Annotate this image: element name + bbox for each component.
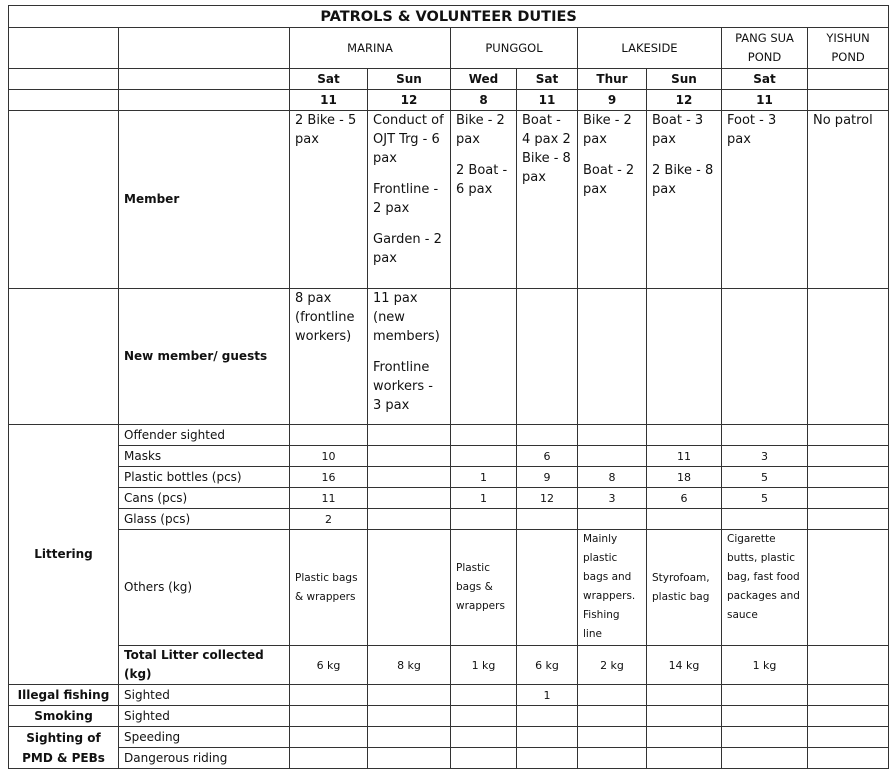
member-entry: Boat - 4 pax (522, 113, 561, 147)
pmd-value (722, 748, 808, 769)
littering-value (808, 446, 889, 467)
others-value: Plastic bags & wrappers (290, 530, 368, 646)
pmd-value (517, 748, 578, 769)
new-members-cell (517, 289, 578, 425)
littering-value: 16 (290, 467, 368, 488)
littering-value (578, 446, 647, 467)
date-cell: 12 (647, 90, 722, 111)
total-litter-value: 6 kg (517, 646, 578, 685)
littering-value (808, 488, 889, 509)
littering-row-label: Cans (pcs) (119, 488, 290, 509)
new-members-label: New member/ guests (119, 289, 290, 425)
littering-value (368, 425, 451, 446)
littering-value (722, 509, 808, 530)
member-cell (647, 111, 722, 289)
pmd-value (368, 727, 451, 748)
member-entry: Garden - 2 pax (373, 232, 442, 266)
member-entry: 2 Bike - 5 pax (295, 113, 357, 147)
illegal-fishing-label: Illegal fishing (9, 685, 119, 706)
new-members-cell (290, 289, 368, 425)
date-cell: 11 (722, 90, 808, 111)
littering-value: 1 (451, 488, 517, 509)
member-entry: 2 Bike - 8 pax (522, 132, 571, 185)
smoking-value (647, 706, 722, 727)
pmd-label: Sighting of PMD & PEBs (9, 727, 119, 769)
member-cell (517, 111, 578, 289)
total-litter-value (808, 646, 889, 685)
smoking-value (451, 706, 517, 727)
date-cell (808, 90, 889, 111)
total-litter-value: 6 kg (290, 646, 368, 685)
day-cell: Sat (517, 69, 578, 90)
littering-value: 6 (647, 488, 722, 509)
pmd-value (290, 748, 368, 769)
new-members-cell (451, 289, 517, 425)
member-cell (578, 111, 647, 289)
date-cell: 12 (368, 90, 451, 111)
day-cell: Sun (368, 69, 451, 90)
new-members-cell (808, 289, 889, 425)
others-value: Styrofoam, plastic bag (647, 530, 722, 646)
pmd-value (451, 748, 517, 769)
location-pang-sua-pond: PANG SUA POND (722, 28, 808, 69)
smoking-sub: Sighted (119, 706, 290, 727)
new-members-cell (722, 289, 808, 425)
smoking-value (290, 706, 368, 727)
duties-table (8, 5, 889, 769)
littering-value (290, 425, 368, 446)
littering-value: 8 (578, 467, 647, 488)
littering-value (578, 425, 647, 446)
day-cell: Sun (647, 69, 722, 90)
total-litter-label: Total Litter collected (kg) (119, 646, 290, 685)
smoking-value (722, 706, 808, 727)
member-cell (368, 111, 451, 289)
smoking-value (578, 706, 647, 727)
day-cell: Sat (290, 69, 368, 90)
illegal-fishing-value (290, 685, 368, 706)
new-members-entry: Frontline workers - 3 pax (373, 360, 433, 413)
table-title: PATROLS & VOLUNTEER DUTIES (9, 6, 889, 28)
littering-row-label: Offender sighted (119, 425, 290, 446)
pmd-value (808, 748, 889, 769)
day-cell (808, 69, 889, 90)
illegal-fishing-value: 1 (517, 685, 578, 706)
littering-value (722, 425, 808, 446)
others-value: Plastic bags & wrappers (451, 530, 517, 646)
date-cell: 9 (578, 90, 647, 111)
day-cell: Sat (722, 69, 808, 90)
littering-value (647, 425, 722, 446)
member-entry: 2 Boat - 6 pax (456, 163, 508, 197)
pmd-value (578, 727, 647, 748)
littering-value (578, 509, 647, 530)
location-marina: MARINA (290, 28, 451, 69)
member-entry: Boat - 2 pax (583, 163, 635, 197)
littering-value (808, 509, 889, 530)
littering-value (808, 467, 889, 488)
pmd-row-label: Speeding (119, 727, 290, 748)
illegal-fishing-value (578, 685, 647, 706)
pmd-value (647, 727, 722, 748)
day-cell: Wed (451, 69, 517, 90)
littering-value (368, 446, 451, 467)
member-cell (290, 111, 368, 289)
member-entry: Conduct of OJT Trg - 6 pax (373, 113, 444, 166)
location-lakeside: LAKESIDE (578, 28, 722, 69)
illegal-fishing-value (808, 685, 889, 706)
new-members-cell (368, 289, 451, 425)
smoking-value (368, 706, 451, 727)
littering-value: 9 (517, 467, 578, 488)
date-cell: 11 (290, 90, 368, 111)
new-members-entry: 8 pax (frontline workers) (295, 291, 355, 344)
smoking-label: Smoking (9, 706, 119, 727)
location-yishun-pond: YISHUN POND (808, 28, 889, 69)
littering-value (647, 509, 722, 530)
member-entry: 2 Bike - 8 pax (652, 163, 714, 197)
littering-value: 5 (722, 488, 808, 509)
pmd-value (290, 727, 368, 748)
pmd-value (517, 727, 578, 748)
littering-value: 1 (451, 467, 517, 488)
member-label: Member (119, 111, 290, 289)
littering-value: 11 (290, 488, 368, 509)
pmd-value (647, 748, 722, 769)
others-label: Others (kg) (119, 530, 290, 646)
littering-value: 12 (517, 488, 578, 509)
illegal-fishing-sub: Sighted (119, 685, 290, 706)
illegal-fishing-value (647, 685, 722, 706)
littering-value: 10 (290, 446, 368, 467)
total-litter-value: 8 kg (368, 646, 451, 685)
member-cell (808, 111, 889, 289)
littering-value (808, 425, 889, 446)
illegal-fishing-value (368, 685, 451, 706)
pmd-value (368, 748, 451, 769)
total-litter-value: 14 kg (647, 646, 722, 685)
pmd-value (808, 727, 889, 748)
littering-value: 18 (647, 467, 722, 488)
location-punggol: PUNGGOL (451, 28, 578, 69)
date-cell: 8 (451, 90, 517, 111)
corner-cell (119, 28, 290, 69)
smoking-value (808, 706, 889, 727)
littering-value (368, 467, 451, 488)
littering-value: 2 (290, 509, 368, 530)
littering-row-label: Plastic bottles (pcs) (119, 467, 290, 488)
date-cell: 11 (517, 90, 578, 111)
others-value (368, 530, 451, 646)
pmd-value (451, 727, 517, 748)
member-entry: Boat - 3 pax (652, 113, 704, 147)
member-cell (451, 111, 517, 289)
littering-value (451, 509, 517, 530)
member-entry: Bike - 2 pax (583, 113, 632, 147)
others-value: Cigarette butts, plastic bag, fast food packages and sauce (722, 530, 808, 646)
new-members-cell (647, 289, 722, 425)
total-litter-value: 2 kg (578, 646, 647, 685)
new-members-cell (578, 289, 647, 425)
illegal-fishing-value (451, 685, 517, 706)
member-entry: No patrol (813, 113, 873, 128)
littering-value: 5 (722, 467, 808, 488)
littering-value (517, 425, 578, 446)
corner-cell (9, 28, 119, 69)
pmd-row-label: Dangerous riding (119, 748, 290, 769)
total-litter-value: 1 kg (451, 646, 517, 685)
day-cell: Thur (578, 69, 647, 90)
pmd-value (722, 727, 808, 748)
others-value (808, 530, 889, 646)
littering-value (517, 509, 578, 530)
littering-value: 3 (578, 488, 647, 509)
total-litter-value: 1 kg (722, 646, 808, 685)
littering-value (368, 488, 451, 509)
member-entry: Foot - 3 pax (727, 113, 777, 147)
others-value (517, 530, 578, 646)
littering-value: 6 (517, 446, 578, 467)
littering-row-label: Masks (119, 446, 290, 467)
littering-label: Littering (9, 425, 119, 685)
littering-value: 3 (722, 446, 808, 467)
littering-value: 11 (647, 446, 722, 467)
member-cell (722, 111, 808, 289)
others-value: Mainly plastic bags and wrappers. Fishing line (578, 530, 647, 646)
illegal-fishing-value (722, 685, 808, 706)
pmd-value (578, 748, 647, 769)
littering-value (368, 509, 451, 530)
member-entry: Frontline - 2 pax (373, 182, 439, 216)
littering-value (451, 446, 517, 467)
littering-value (451, 425, 517, 446)
member-entry: Bike - 2 pax (456, 113, 505, 147)
new-members-entry: 11 pax (new members) (373, 291, 440, 344)
littering-row-label: Glass (pcs) (119, 509, 290, 530)
smoking-value (517, 706, 578, 727)
